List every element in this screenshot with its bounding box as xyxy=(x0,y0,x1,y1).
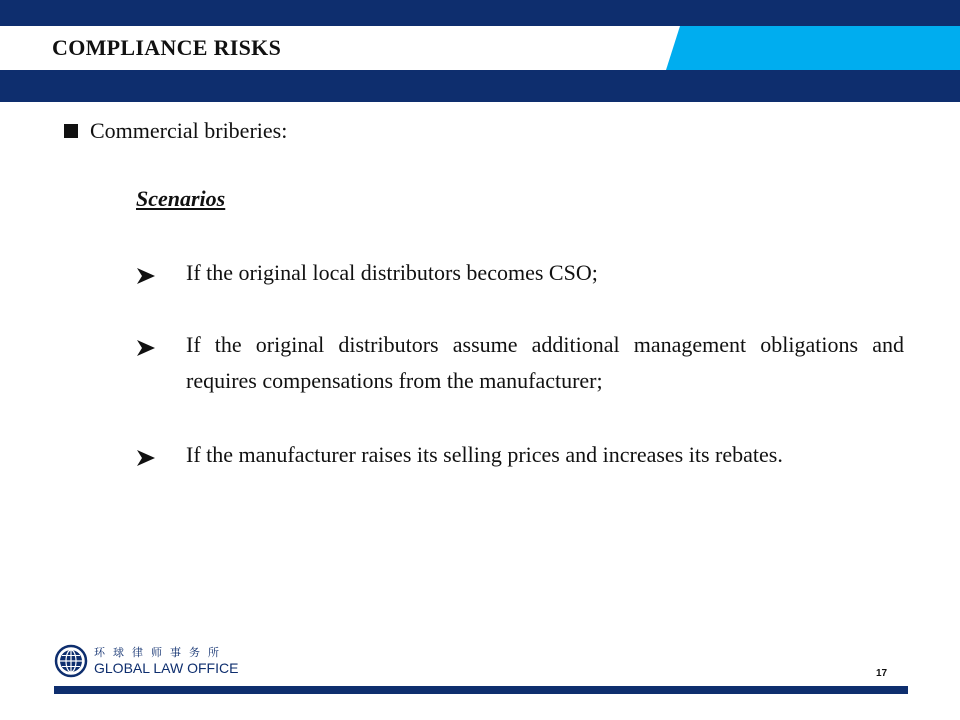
logo-english-name: GLOBAL LAW OFFICE xyxy=(94,660,239,676)
bullet-item xyxy=(64,118,287,144)
header-band xyxy=(0,26,960,70)
arrow-right-icon xyxy=(136,338,156,358)
globe-icon xyxy=(54,644,88,678)
logo-text xyxy=(94,646,238,676)
slide-title: COMPLIANCE RISKS xyxy=(52,35,282,60)
square-bullet-icon xyxy=(64,124,78,138)
scenarios-heading: Scenarios xyxy=(136,186,226,211)
header-bottom-bar xyxy=(0,70,960,102)
bullet-text: Commercial briberies: xyxy=(90,118,288,143)
scenario-text: If the manufacturer raises its selling prices and increases its rebates. xyxy=(186,442,783,467)
arrow-right-icon xyxy=(136,266,156,286)
logo-chinese-name: 环球律师事务所 xyxy=(94,646,227,659)
footer-line xyxy=(54,686,908,694)
scenario-text: If the original distributors assume additional management obligations and requires compensations from the manufacturer; xyxy=(186,332,904,393)
scenario-item xyxy=(136,334,904,399)
header-top-bar xyxy=(0,0,960,26)
slide-content xyxy=(0,102,960,642)
header-accent-panel xyxy=(666,26,960,70)
firm-logo xyxy=(54,644,238,678)
page-number: 17 xyxy=(876,668,888,679)
scenario-text: If the original local distributors becomes CSO; xyxy=(186,260,598,285)
arrow-right-icon xyxy=(136,448,156,468)
scenario-item xyxy=(136,262,904,291)
scenario-item xyxy=(136,444,904,473)
